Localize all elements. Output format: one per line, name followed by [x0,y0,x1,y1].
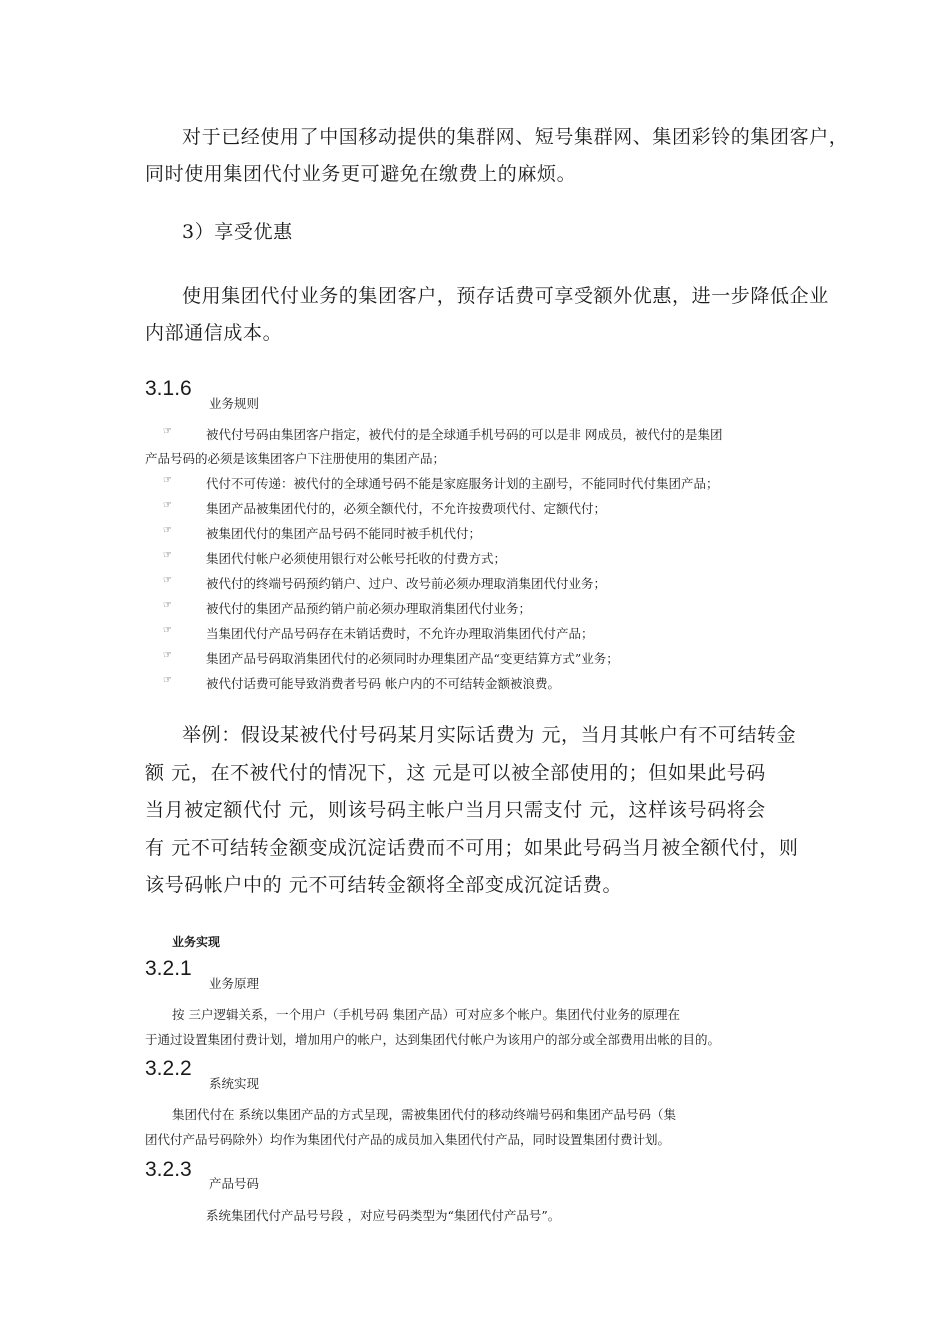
pointing-hand-icon: ☞ [163,475,172,486]
product-number-line: 系统集团代付产品号号段 ，对应号码类型为“集团代付产品号”。 [206,1208,561,1223]
section-title-323: 产品号码 [209,1176,260,1191]
benefit-line-2: 内部通信成本。 [145,322,283,344]
rule-item-continuation: 产品号码的必须是该集团客户下注册使用的集团产品； [145,451,446,466]
pointing-hand-icon: ☞ [163,625,172,636]
pointing-hand-icon: ☞ [163,575,172,586]
rule-item: 被代付的集团产品预约销户前必须办理取消集团代付业务； [206,601,532,616]
example-line: 举例：假设某被代付号码某月实际话费为 元，当月其帐户有不可结转金 [182,724,797,746]
section-number-322: 3.2.2 [145,1057,192,1080]
pointing-hand-icon: ☞ [163,525,172,536]
intro-line-2: 同时使用集团代付业务更可避免在缴费上的麻烦。 [145,163,577,185]
pointing-hand-icon: ☞ [163,500,172,511]
example-line: 该号码帐户中的 元不可结转金额将全部变成沉淀话费。 [145,874,623,896]
rule-item: 集团代付帐户必须使用银行对公帐号托收的付费方式； [206,551,507,566]
principle-line-2: 于通过设置集团付费计划，增加用户的帐户，达到集团代付帐户为该用户的部分或全部费用出帐的目的。 [145,1032,721,1047]
benefit-line-1: 使用集团代付业务的集团客户，预存话费可享受额外优惠，进一步降低企业 [182,285,829,307]
rule-item: 代付不可传递：被代付的全球通号码不能是家庭服务计划的主副号，不能同时代付集团产品； [206,476,719,491]
rule-item: 被代付号码由集团客户指定，被代付的是全球通手机号码的可以是非 网成员，被代付的是集团 [206,427,723,442]
benefit-heading: 3）享受优惠 [182,221,293,243]
section-title-32: 业务实现 [172,935,221,949]
example-line: 有 元不可结转金额变成沉淀话费而不可用；如果此号码当月被全额代付，则 [145,837,799,859]
pointing-hand-icon: ☞ [163,600,172,611]
pointing-hand-icon: ☞ [163,675,172,686]
rule-item: 被代付的终端号码预约销户、过户、改号前必须办理取消集团代付业务； [206,576,607,591]
rule-item: 被集团代付的集团产品号码不能同时被手机代付； [206,526,482,541]
system-line-2: 团代付产品号码除外）均作为集团代付产品的成员加入集团代付产品，同时设置集团付费计划。 [145,1132,671,1147]
section-title-321: 业务原理 [209,976,260,991]
section-number-323: 3.2.3 [145,1158,192,1181]
principle-line-1: 按 三户逻辑关系，一个用户（手机号码 集团产品）可对应多个帐户。集团代付业务的原理在 [172,1007,680,1022]
pointing-hand-icon: ☞ [163,650,172,661]
section-title-322: 系统实现 [209,1076,260,1091]
rule-item: 被代付话费可能导致消费者号码 帐户内的不可结转金额被浪费。 [206,676,560,691]
rule-item: 集团产品被集团代付的，必须全额代付，不允许按费项代付、定额代付； [206,501,607,516]
section-number-316: 3.1.6 [145,377,192,400]
pointing-hand-icon: ☞ [163,550,172,561]
example-line: 额 元，在不被代付的情况下，这 元是可以被全部使用的；但如果此号码 [145,762,766,784]
intro-line-1: 对于已经使用了中国移动提供的集群网、短号集群网、集团彩铃的集团客户， [182,126,849,148]
rule-item: 当集团代付产品号码存在未销话费时，不允许办理取消集团代付产品； [206,626,594,641]
section-title-316: 业务规则 [209,396,260,411]
section-number-321: 3.2.1 [145,957,192,980]
example-line: 当月被定额代付 元，则该号码主帐户当月只需支付 元，这样该号码将会 [145,799,766,821]
pointing-hand-icon: ☞ [163,426,172,437]
rule-item: 集团产品号码取消集团代付的必须同时办理集团产品“变更结算方式”业务； [206,651,619,666]
system-line-1: 集团代付在 系统以集团产品的方式呈现，需被集团代付的移动终端号码和集团产品号码（集 [172,1107,676,1122]
